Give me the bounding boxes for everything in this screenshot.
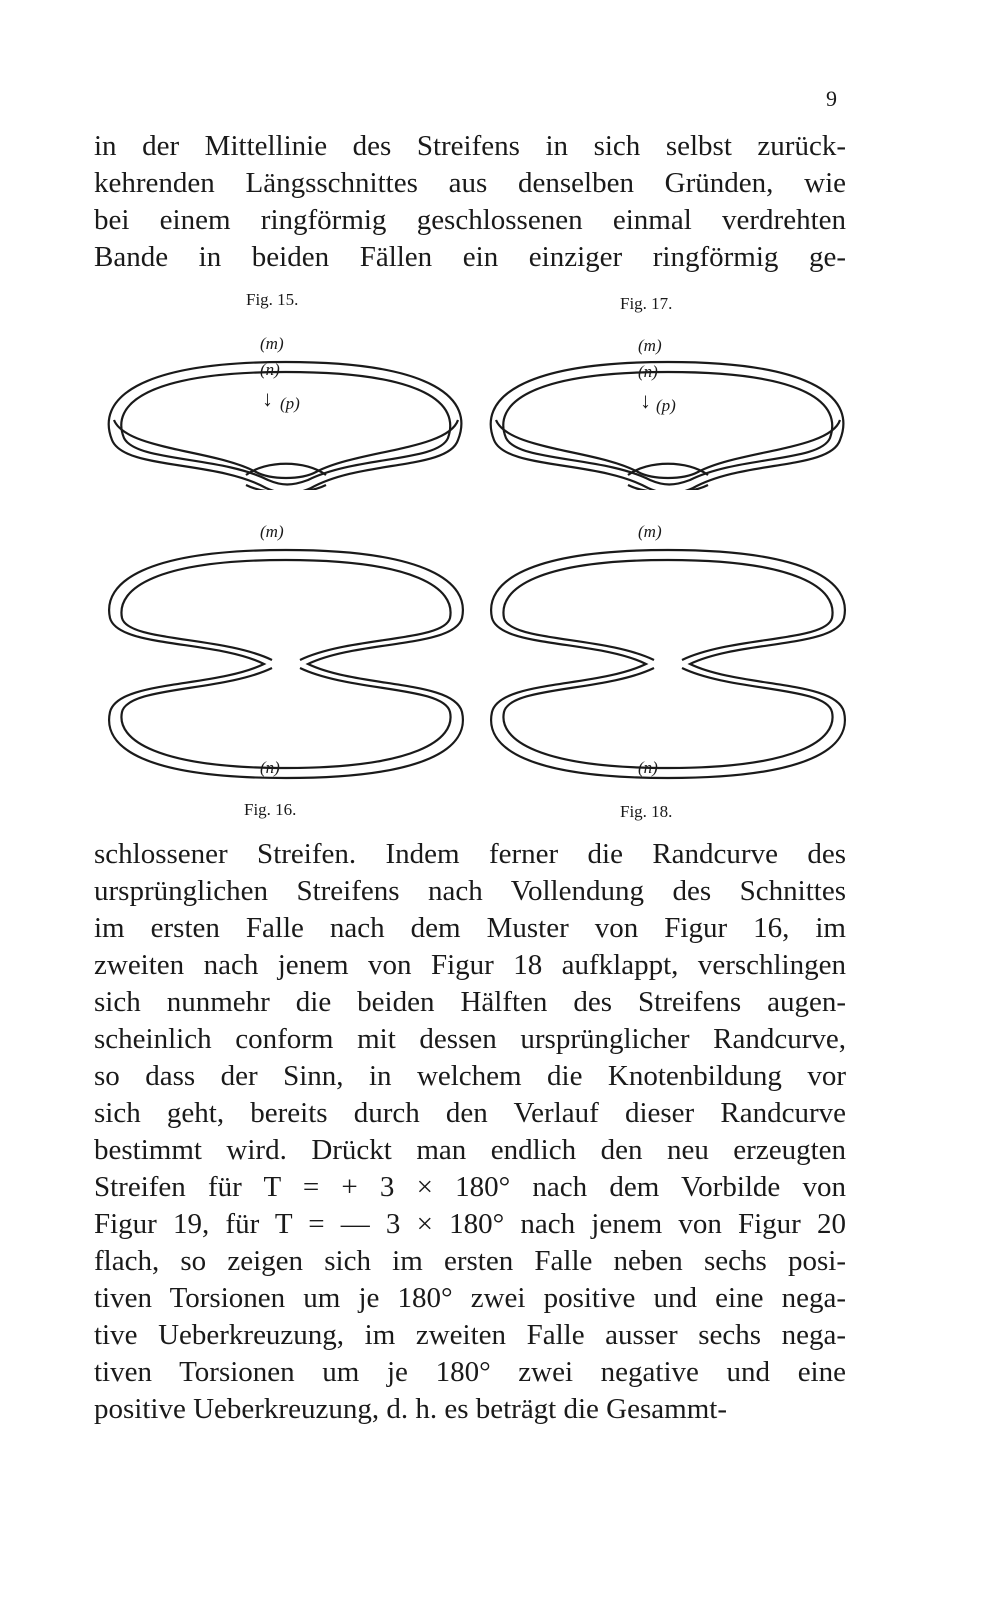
twisted-band-diagram [96,290,476,490]
text-line: Figur 19, für T = — 3 × 180° nach jenem von Figur 20 [94,1208,846,1240]
paragraph-top [94,128,846,276]
text-line: zweiten nach jenem von Figur 18 aufklappt, verschlingen [94,949,846,981]
figure-15 [96,290,476,490]
figure-caption: Fig. 16. [244,800,297,819]
figure-17 [478,290,858,490]
text-line: Streifen für T = + 3 × 180° nach dem Vorbilde von [94,1171,846,1203]
text-line: positive Ueberkreuzung, d. h. es beträgt die Gesammt- [94,1393,727,1425]
text-line: Bande in beiden Fällen ein einziger ringförmig ge- [94,241,846,273]
paragraph-bottom [94,836,846,1428]
figure-caption: Fig. 18. [620,802,673,821]
label-m: (m) [260,522,284,541]
arrow-down-icon: ↓ [640,388,651,413]
label-m: (m) [638,336,662,355]
text-line: scheinlich conform mit dessen ursprünglicher Randcurve, [94,1023,846,1055]
figure-eight-band-diagram [478,522,858,802]
text-line: flach, so zeigen sich im ersten Falle neben sechs posi- [94,1245,846,1277]
twisted-band-diagram [478,290,858,490]
label-n: (n) [638,758,658,777]
text-line: so dass der Sinn, in welchem die Knotenbildung vor [94,1060,846,1092]
text-line: sich geht, bereits durch den Verlauf dieser Randcurve [94,1097,846,1129]
page-number: 9 [826,86,837,111]
text-line: sich nunmehr die beiden Hälften des Streifens augen- [94,986,846,1018]
text-line: in der Mittellinie des Streifens in sich selbst zurück- [94,130,846,162]
label-n: (n) [260,758,280,777]
arrow-down-icon: ↓ [262,386,273,411]
text-line: ursprünglichen Streifens nach Vollendung des Schnittes [94,875,846,907]
text-line: tiven Torsionen um je 180° zwei negative und eine [94,1356,846,1388]
text-line: kehrenden Längsschnittes aus denselben Gründen, wie [94,167,846,199]
label-p: (p) [280,394,300,413]
label-m: (m) [638,522,662,541]
figure-eight-band-diagram [96,522,476,802]
label-n: (n) [260,360,280,379]
label-m: (m) [260,334,284,353]
figure-caption: Fig. 17. [620,294,673,313]
figure-16 [96,522,476,832]
text-line: im ersten Falle nach dem Muster von Figur 16, im [94,912,846,944]
text-line: tiven Torsionen um je 180° zwei positive und eine nega- [94,1282,846,1314]
label-n: (n) [638,362,658,381]
text-line: schlossener Streifen. Indem ferner die Randcurve des [94,838,846,870]
figure-caption: Fig. 15. [246,290,299,309]
text-line: tive Ueberkreuzung, im zweiten Falle ausser sechs nega- [94,1319,846,1351]
label-p: (p) [656,396,676,415]
figure-18 [478,522,858,832]
text-line: bestimmt wird. Drückt man endlich den neu erzeugten [94,1134,846,1166]
text-line: bei einem ringförmig geschlossenen einmal verdrehten [94,204,846,236]
